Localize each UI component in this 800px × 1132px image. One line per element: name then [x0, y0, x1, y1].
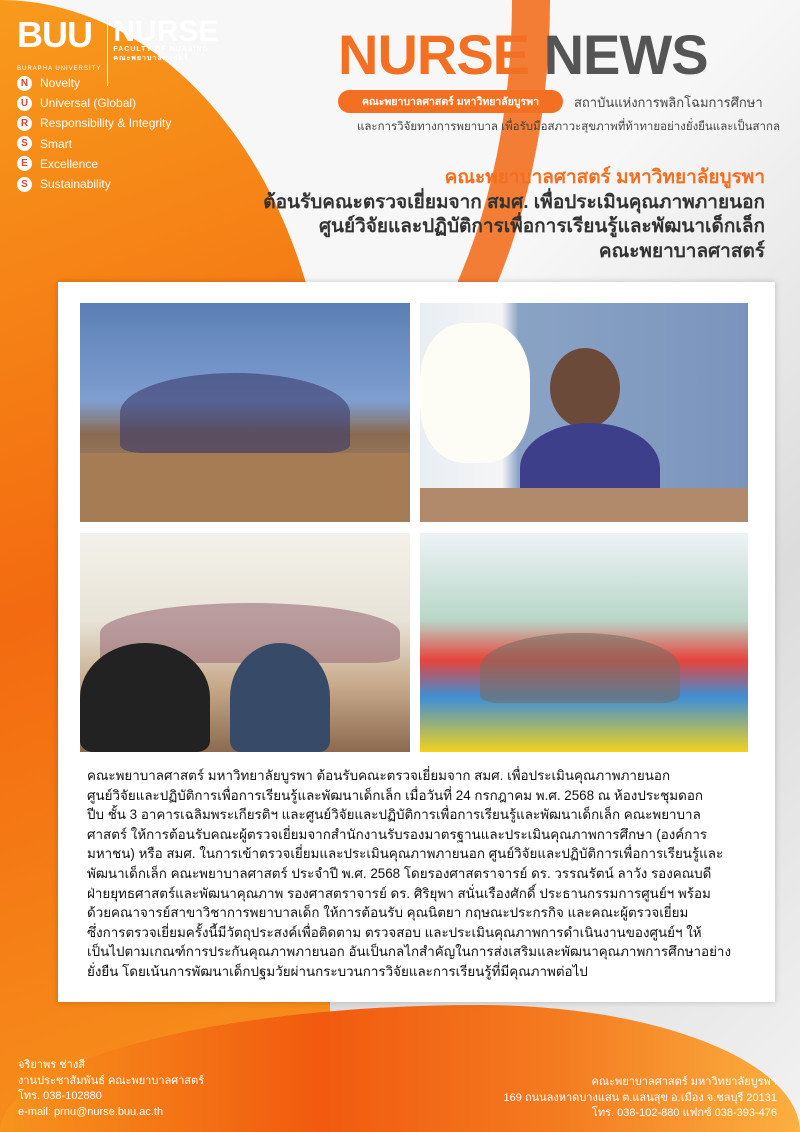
- body-line: ซึ่งการตรวจเยี่ยมครั้งนี้มีวัตถุประสงค์เพื่อติดตาม ตรวจสอบ และประเมินคุณภาพการดำเนินงานของศูนย์ฯ ให้: [87, 924, 702, 940]
- tagline-1: สถาบันแห่งการพลิกโฉมการศึกษา: [574, 95, 763, 110]
- tagline-2: และการวิจัยทางการพยาบาล เพื่อรับมือสภาวะสุขภาพที่ท้าทายอย่างยั่งยืนและเป็นสากล: [356, 121, 780, 133]
- value-letter-badge: N: [17, 76, 32, 91]
- address-phone-fax: โทร. 038-102-880 แฟกซ์ 038-393-476: [591, 1107, 777, 1119]
- value-item: [17, 174, 171, 194]
- body-line: ฝ่ายยุทธศาสตร์และพัฒนาคุณภาพ รองศาสตราจารย์ ดร. ศิริยุพา สนั่นเรืองศักดิ์ ประธานกรรมการศูนย์ฯ พร้อม: [87, 885, 711, 901]
- address-street: 169 ถนนลงหาดบางแสน ต.แสนสุข อ.เมือง จ.ชลบุรี 20131: [503, 1091, 777, 1104]
- address-org: คณะพยาบาลศาสตร์ มหาวิทยาลัยบูรพา: [591, 1076, 777, 1088]
- contact-name: จริยาพร ช่างสี: [18, 1059, 85, 1071]
- body-line: พัฒนาเด็กเล็ก คณะพยาบาลศาสตร์ ประจำปี พ.ศ. 2568 โดยรองศาสตราจารย์ ดร. วรรณรัตน์ ลาวัง รองคณบดี: [87, 865, 712, 881]
- value-item: [17, 154, 171, 174]
- value-item: [17, 134, 171, 154]
- contact-email[interactable]: e-mail: prnu@nurse.buu.ac.th: [18, 1105, 164, 1118]
- body-line: ด้วยคณาจารย์สาขาวิชาการพยาบาลเด็ก ให้การต้อนรับ คุณนิตยา กฤษณะประกรกิจ และคณะผู้ตรวจเยี่ยม: [87, 905, 689, 921]
- contact-phone: โทร. 038-102880: [18, 1090, 102, 1102]
- photo-assessment-table: [80, 533, 410, 752]
- body-line: ยั่งยืน โดยเน้นการพัฒนาเด็กปฐมวัยผ่านกระบวนการวิจัยและการเรียนรู้ที่มีคุณภาพต่อไป: [87, 963, 588, 979]
- value-letter-badge: R: [17, 116, 32, 131]
- value-item: [17, 73, 171, 93]
- faculty-th: คณะพยาบาลศาสตร์: [113, 55, 189, 62]
- masthead-word-nurse: NURSE: [338, 23, 530, 86]
- buu-subtitle: BURAPHA UNIVERSITY: [17, 66, 102, 72]
- value-letter-badge: U: [17, 96, 32, 111]
- nurse-logo-text: NURSE: [113, 15, 219, 48]
- contact-unit: งานประชาสัมพันธ์ คณะพยาบาลศาสตร์: [18, 1074, 205, 1087]
- value-label: Sustainability: [40, 177, 111, 192]
- value-item: [17, 93, 171, 113]
- buu-logo-text: BUU: [17, 14, 92, 55]
- news-headline: [245, 166, 765, 264]
- value-label: Smart: [40, 136, 73, 151]
- core-values-list: [17, 73, 171, 194]
- headline-line: ต้อนรับคณะตรวจเยี่ยมจาก สมศ. เพื่อประเมินคุณภาพภายนอก: [263, 191, 765, 213]
- headline-line: คณะพยาบาลศาสตร์ มหาวิทยาลัยบูรพา: [444, 167, 765, 188]
- body-line: ศาสตร์ ให้การต้อนรับคณะผู้ตรวจเยี่ยมจากสำนักงานรับรองมาตรฐานและประเมินคุณภาพการศึกษา (องค์การ: [87, 826, 708, 842]
- value-label: Responsibility & Integrity: [40, 116, 172, 131]
- value-letter-badge: E: [17, 156, 32, 171]
- article-body: [87, 766, 767, 982]
- body-line: มหาชน) หรือ สมศ. ในการเข้าตรวจเยี่ยมและประเมินคุณภาพภายนอก ศูนย์วิจัยและปฏิบัติการเพื่อการเรียนรู้และ: [87, 846, 724, 862]
- body-line: เป็นไปตามเกณฑ์การประกันคุณภาพภายนอก อันเป็นกลไกสำคัญในการส่งเสริมและพัฒนาคุณภาพการศึกษาอย่าง: [87, 944, 731, 960]
- photo-speaker-at-podium: [420, 303, 748, 522]
- body-line: ศูนย์วิจัยและปฏิบัติการเพื่อการเรียนรู้และพัฒนาเด็กเล็ก เมื่อวันที่ 24 กรกฎาคม พ.ศ. 2568 ณ ห้องประชุมดอก: [87, 787, 703, 803]
- body-line: คณะพยาบาลศาสตร์ มหาวิทยาลัยบูรพา ต้อนรับคณะตรวจเยี่ยมจาก สมศ. เพื่อประเมินคุณภาพภายนอก: [87, 768, 671, 783]
- body-line: ปีบ ชั้น 3 อาคารเฉลิมพระเกียรติฯ และศูนย์วิจัยและปฏิบัติการเพื่อการเรียนรู้และพัฒนาเด็กเล็ก คณะพยาบาล: [87, 807, 701, 823]
- headline-line: คณะพยาบาลศาสตร์: [598, 240, 765, 262]
- masthead-title: [338, 22, 783, 88]
- value-label: Novelty: [40, 76, 81, 91]
- footer-address: [377, 1075, 777, 1122]
- faculty-en: FACULTY OF NURSING: [113, 46, 209, 53]
- faculty-pill: คณะพยาบาลศาสตร์ มหาวิทยาลัยบูรพา: [338, 90, 563, 113]
- value-letter-badge: S: [17, 177, 32, 192]
- masthead-word-news: NEWS: [543, 23, 708, 86]
- headline-line: ศูนย์วิจัยและปฏิบัติการเพื่อการเรียนรู้และพัฒนาเด็กเล็ก: [318, 216, 765, 237]
- value-label: Excellence: [40, 156, 99, 171]
- value-letter-badge: S: [17, 136, 32, 151]
- photo-children-playroom: [420, 533, 748, 752]
- photo-group-meeting-room: [80, 303, 410, 522]
- value-item: [17, 113, 171, 133]
- value-label: Universal (Global): [40, 96, 137, 111]
- footer-contact: [18, 1058, 318, 1120]
